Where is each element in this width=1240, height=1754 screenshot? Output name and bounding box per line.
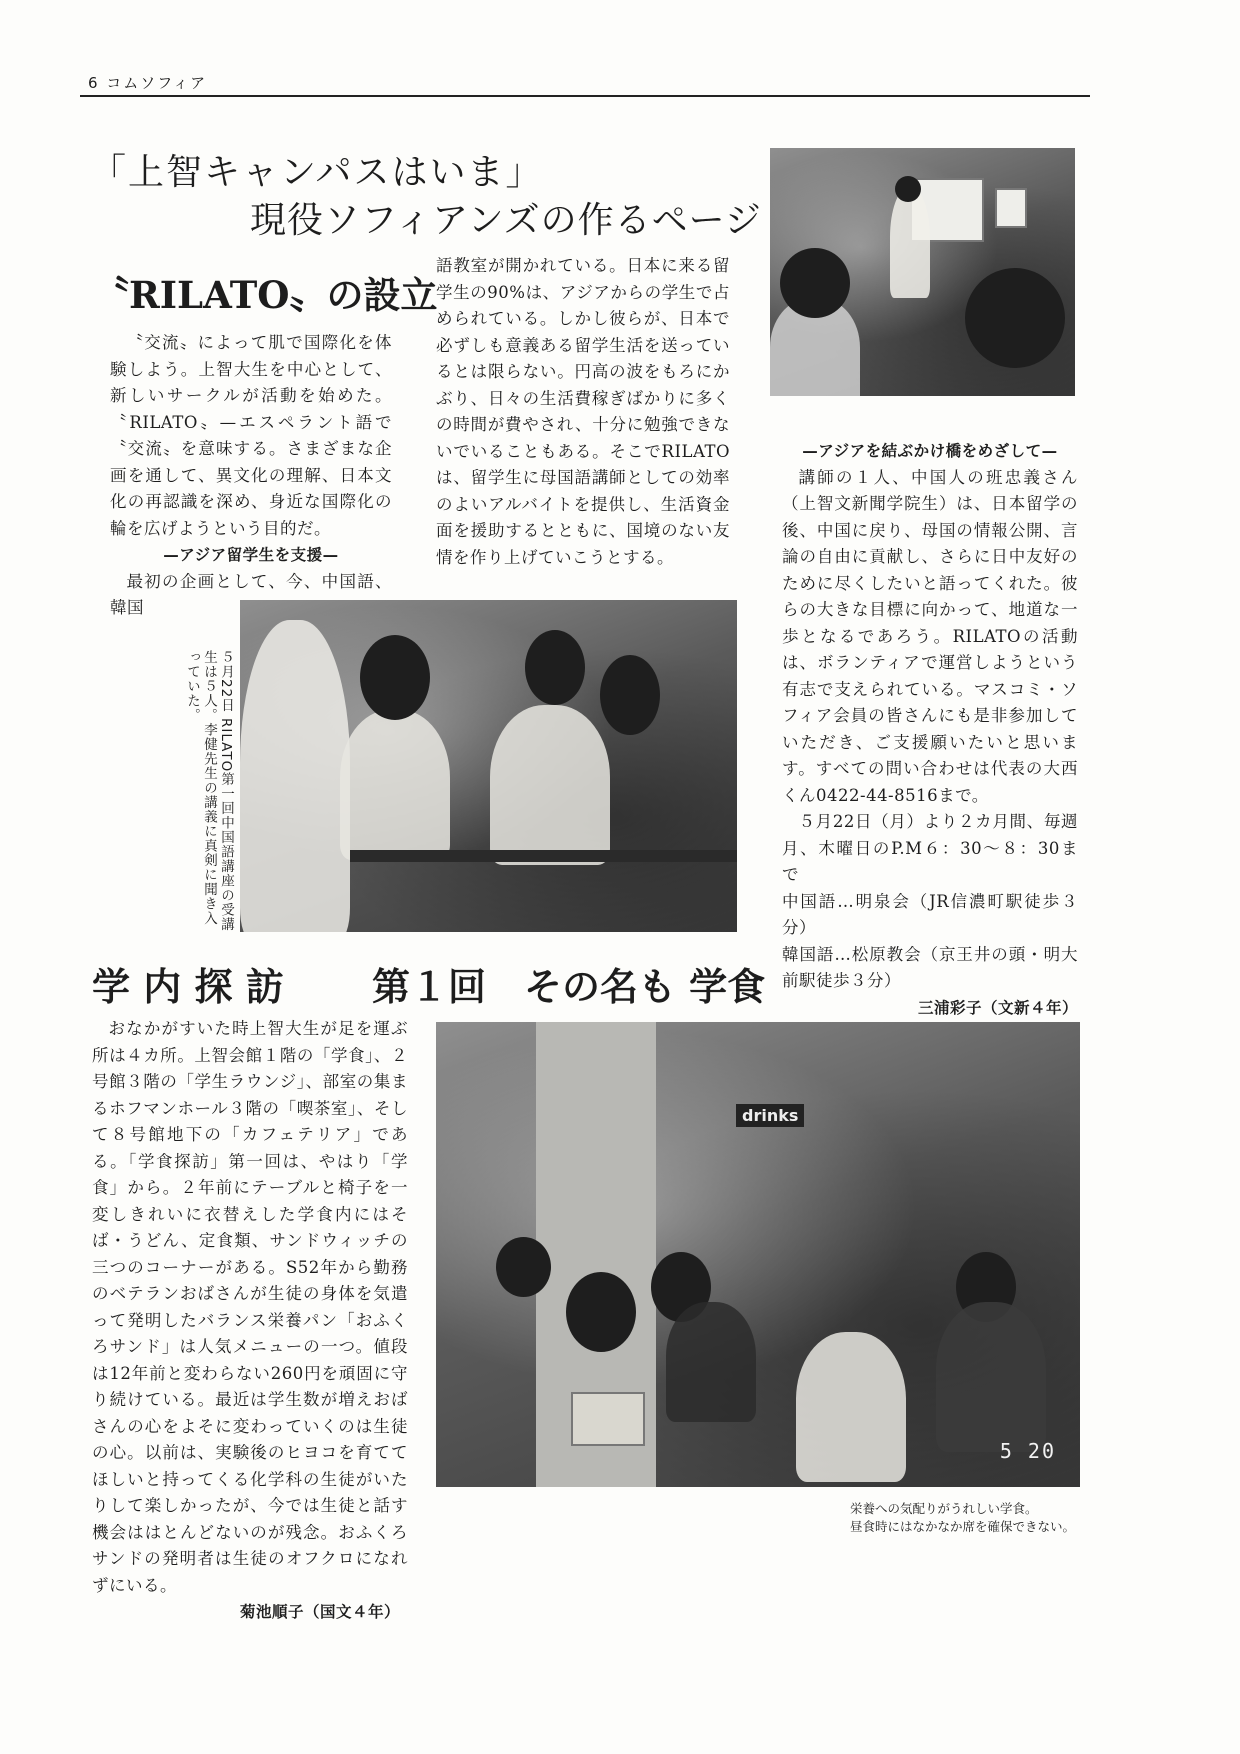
caption-line: 昼食時にはなかなか席を確保できない。 (850, 1519, 1076, 1534)
diner-head (496, 1237, 551, 1297)
page-header-label: 6 コムソフィア (88, 74, 208, 92)
person-figure (490, 705, 610, 865)
cafeteria-photo-caption (850, 1500, 1090, 1536)
diner-figure (796, 1332, 906, 1482)
campus-title-part1: 学 内 探 訪 (92, 965, 284, 1009)
rilato-photo-caption: ５月22日 RILATO第一回中国語講座の受講生は５人。李健先生の講義に真剣に聞き入っていた。 (184, 650, 234, 932)
rilato-column-2 (436, 253, 730, 571)
rilato-subhead-2: —アジアを結ぶかけ橋をめざして— (802, 442, 1058, 460)
cafeteria-photo (436, 1022, 1080, 1487)
feature-title-line1: 「上智キャンパスはいま」 (90, 152, 544, 193)
rilato-column-1 (110, 330, 392, 622)
campus-column (92, 1016, 408, 1626)
drinks-sign: drinks (736, 1104, 804, 1127)
campus-title-part2: 第１回 その名も 学食 (371, 965, 766, 1009)
person-head (525, 630, 585, 705)
campus-paragraph: おなかがすいた時上智大生が足を運ぶ所は４カ所。上智会館１階の「学食」、２号館３階の「学生ラウンジ」、部室の集まるホフマンホール３階の「喫茶室」、そして８号館地下の「カフェテリア」である。「学食探訪」第一回は、やはり「学食」から。２年前にテーブルと椅子を一変しきれいに衣替えした学食内にはそば・うどん、定食類、サンドウィッチの三つのコーナーがある。S52年から勤務のベテランおばさんが生徒の身体を気遣って発明したバランス栄養パン「おふくろサンド」は人気メニューの一つ。値段は12年前と変わらない260円を頑固に守り続けている。最近は学生数が増えおばさんの心をよそに変わっていくのは生徒の心。以前は、実験後のヒヨコを育ててほしいと持ってくる化学科の生徒がいたりして楽しかったが、今では生徒と話す機会ははとんどないのが残念。おふくろサンドの発明者は生徒のオフクロになれずにいる。 (92, 1019, 408, 1595)
poster (995, 188, 1027, 228)
rilato-heading: 〝RILATO〟の設立 (92, 273, 438, 317)
rilato-paragraph: 最初の企画として、今、中国語、韓国 (110, 571, 392, 617)
caption-line: 栄養への気配りがうれしい学食。 (850, 1501, 1038, 1516)
photo-date-stamp: 5 20 (999, 1439, 1056, 1463)
rilato-schedule: ５月22日（月）より２カ月間、毎週月、木曜日のP.M６：30〜８：30まで (782, 812, 1078, 884)
teacher-figure (890, 188, 930, 298)
rilato-class-chinese: 中国語…明泉会（JR信濃町駅徒歩３分） (782, 891, 1078, 937)
person-head (360, 635, 430, 720)
student-head (965, 268, 1065, 368)
rilato-class-korean: 韓国語…松原教会（京王井の頭・明大前駅徒歩３分） (782, 944, 1078, 990)
desk (350, 850, 737, 862)
feature-title-line2: 現役ソフィアンズの作るページ (250, 200, 762, 241)
rilato-author: 三浦彩子（文新４年） (917, 998, 1078, 1017)
rilato-paragraph: 講師の１人、中国人の班忠義さん（上智文新聞学院生）は、日本留学の後、中国に戻り、母国の情報公開、言論の自由に貢献し、さらに日中友好のために尽くしたいと語ってくれた。彼らの大きな目標に向かって、地道な一歩となるであろう。RILATOの活動は、ボランティアで運営しようという有志で支えられている。マスコミ・ソフィア会員の皆さんにも是非参加していただき、ご支援願いたいと思います。すべての問い合わせは代表の大西くん0422-44-8516まで。 (782, 467, 1078, 805)
handbag (571, 1392, 645, 1446)
diner-figure (936, 1302, 1046, 1452)
language-class-photo (240, 600, 737, 932)
student-head (780, 248, 850, 318)
teacher-head (895, 176, 921, 202)
person-figure (340, 710, 450, 860)
rilato-subhead-1: —アジア留学生を支援— (163, 546, 339, 564)
campus-section-title (92, 956, 765, 1011)
person-head (600, 655, 660, 735)
campus-author: 菊池順子（国文４年） (239, 1603, 400, 1621)
diner-head (566, 1272, 636, 1352)
rilato-column-3 (782, 438, 1078, 1021)
rilato-paragraph: 〝交流〟によって肌で国際化を体験しよう。上智大生を中心として、新しいサークルが活動を始めた。〝RILATO〟—エスペラント語で〝交流〟を意味する。さまざまな企画を通して、異文化の理解、日本文化の再認識を深め、身近な国際化の輪を広げようという目的だ。 (110, 333, 392, 538)
person-figure (240, 620, 350, 932)
classroom-photo (770, 148, 1075, 396)
header-divider (80, 95, 1090, 97)
diner-figure (666, 1302, 756, 1422)
rilato-paragraph: 語教室が開かれている。日本に来る留学生の90%は、アジアからの学生で占められている。しかし彼らが、日本で必ずしも意義ある留学生活を送っているとは限らない。円高の波をもろにかぶり、日々の生活費稼ぎばかりに多くの時間が費やされ、十分に勉強できないでいることもある。そこでRILATOは、留学生に母国語講師としての効率のよいアルバイトを提供し、生活資金面を援助するとともに、国境のない友情を作り上げていこうとする。 (436, 256, 730, 567)
